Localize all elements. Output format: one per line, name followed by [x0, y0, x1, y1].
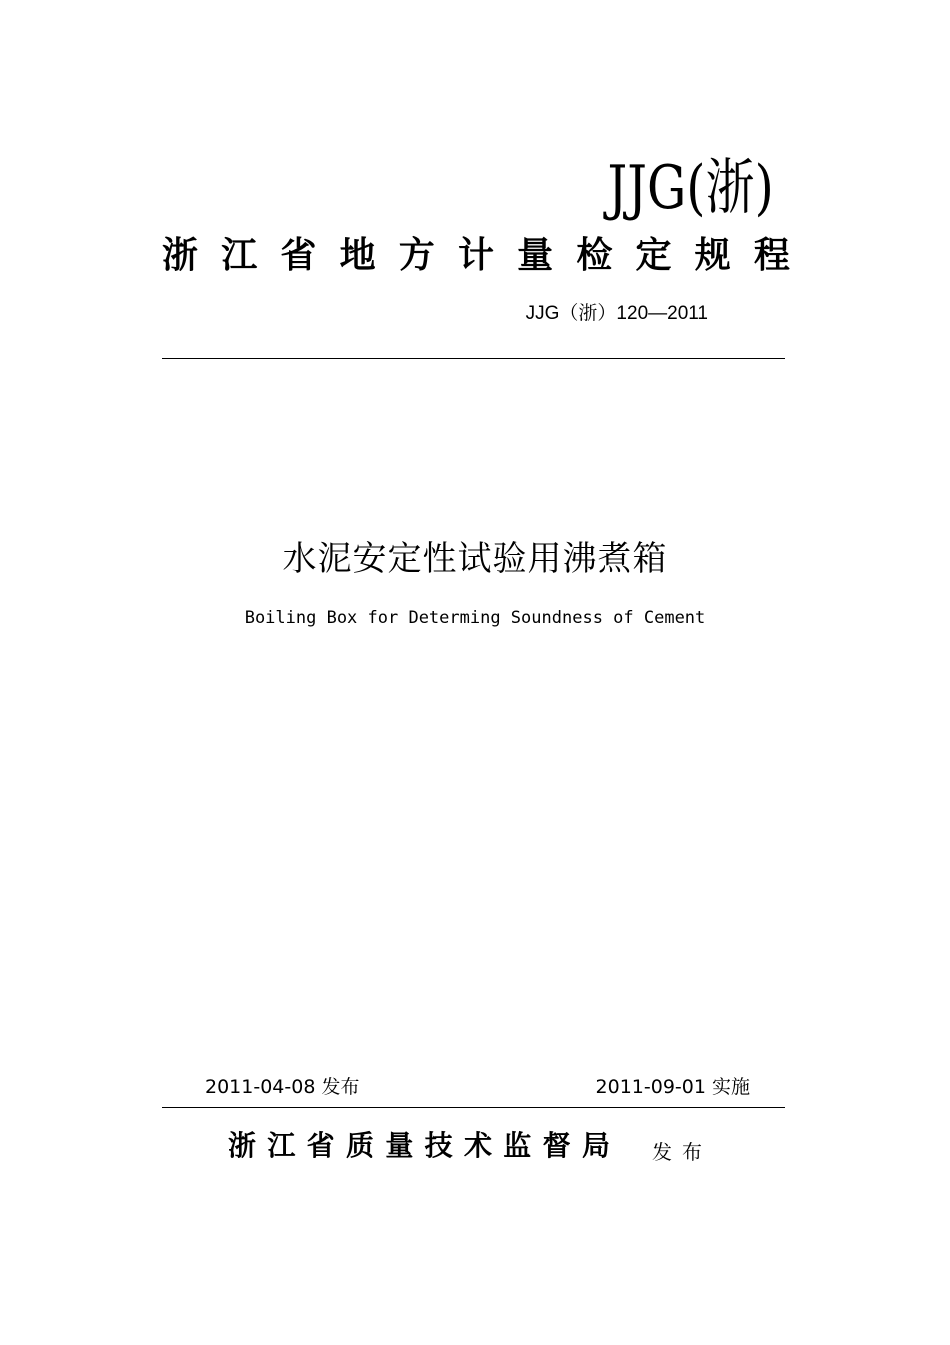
publisher-char: 江: [267, 1129, 296, 1162]
issue-date: 2011-04-08 发布: [205, 1076, 360, 1098]
series-name-char: 省: [280, 235, 317, 276]
header-divider: [162, 358, 785, 359]
implementation-date: 2011-09-01 实施: [595, 1076, 750, 1098]
publisher-char: 监: [503, 1129, 532, 1162]
document-number: JJG（浙）120—2011: [525, 303, 708, 324]
publish-label: 发布: [652, 1140, 712, 1164]
series-name-char: 检: [576, 235, 613, 276]
publisher-char: 技: [424, 1129, 453, 1162]
series-name-char: 江: [221, 235, 258, 276]
publisher-char: 质: [345, 1129, 374, 1162]
series-name-char: 计: [457, 235, 494, 276]
document-title-english: Boiling Box for Determing Soundness of Cement: [244, 608, 706, 628]
series-name-char: 定: [635, 235, 672, 276]
document-title: 水泥安定性试验用沸煮箱: [282, 539, 668, 579]
series-name-char: 地: [339, 235, 376, 276]
publisher-name: [228, 1126, 610, 1166]
publisher-char: 浙: [228, 1129, 257, 1162]
series-name-char: 规: [694, 235, 731, 276]
publisher-char: 术: [463, 1129, 492, 1162]
series-name: [162, 234, 790, 278]
publisher-char: 省: [306, 1129, 335, 1162]
publisher-char: 督: [542, 1129, 571, 1162]
publisher-char: 局: [581, 1129, 610, 1162]
footer-divider: [162, 1107, 785, 1108]
series-name-char: 量: [517, 235, 554, 276]
series-name-char: 浙: [162, 235, 199, 276]
publisher-char: 量: [385, 1129, 414, 1162]
series-name-char: 方: [398, 235, 435, 276]
series-mark: JJG(浙): [607, 153, 774, 223]
series-name-char: 程: [753, 235, 790, 276]
